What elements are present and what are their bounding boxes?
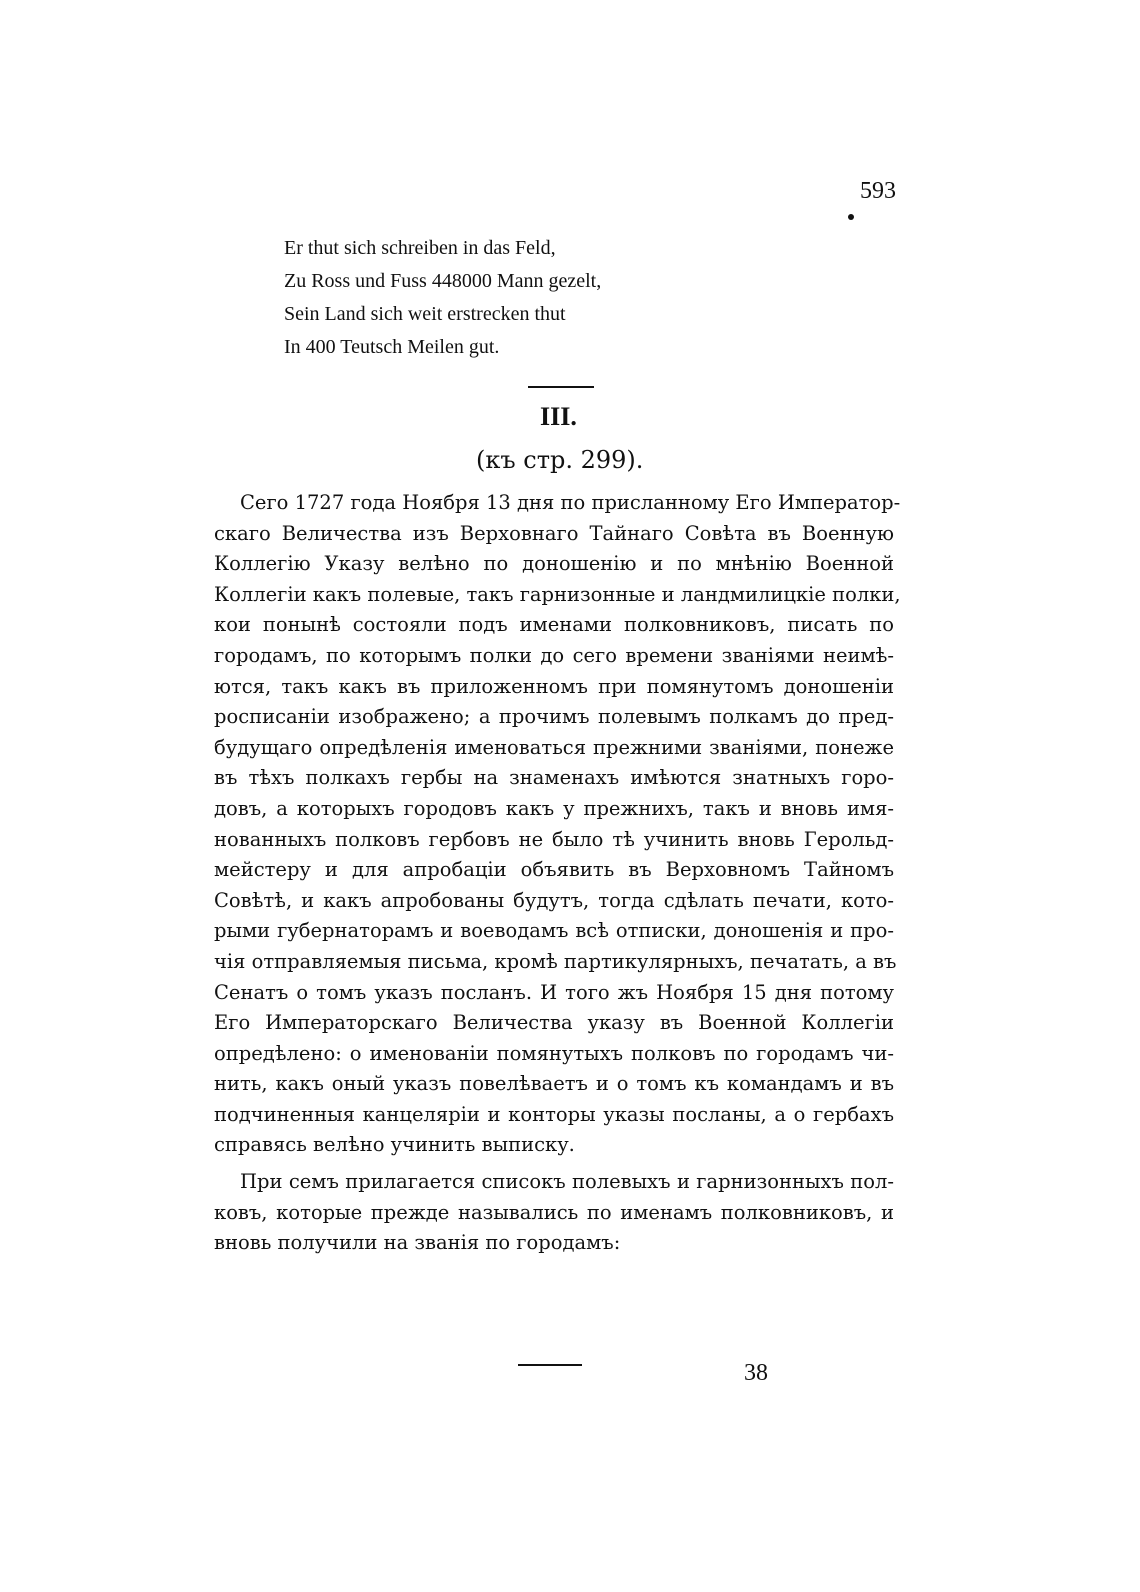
section-reference: (къ стр. 299). [476,446,644,474]
text-line: подчиненныя канцеляріи и конторы указы посланы, а о гербахъ [214,1102,894,1126]
printer-signature: 38 [744,1360,768,1386]
text-line: ковъ, которые прежде назывались по именамъ полковниковъ, и [214,1200,894,1224]
text-line: Сенатъ о томъ указъ посланъ. И того жъ Ноября 15 дня потому [214,980,894,1004]
text-line: рыми губернаторамъ и воеводамъ всѣ отписки, доношенія и про- [214,919,894,943]
section-divider [528,386,594,388]
page-number: 593 [860,178,896,204]
text-line: вновь получили на званія по городамъ: [214,1231,621,1255]
text-line: Его Императорскаго Величества указу въ Военной Коллегіи [214,1011,894,1035]
text-line: опредѣлено: о именованіи помянутыхъ полковъ по городамъ чи- [214,1041,894,1065]
text-line: мейстеру и для апробаціи объявить въ Верховномъ Тайномъ [214,858,894,882]
german-verse [284,232,784,364]
body-text [214,488,901,1259]
verse-line: In 400 Teutsch Meilen gut. [284,336,500,358]
paragraph-2 [214,1167,894,1259]
print-speck [848,214,854,220]
text-line: кои понынѣ состояли подъ именами полковниковъ, писать по [214,613,894,637]
text-line: нить, какъ оный указъ повелѣваетъ и о томъ къ командамъ и въ [214,1072,894,1096]
text-line: Совѣтѣ, и какъ апробованы будутъ, тогда сдѣлать печати, кото- [214,888,894,912]
text-line: Коллегіи какъ полевые, такъ гарнизонные и ландмилицкіе полки, [214,582,901,606]
paragraph-1 [214,488,901,1161]
text-line: Коллегію Указу велѣно по доношенію и по мнѣнію Военной [214,552,894,576]
text-line: довъ, а которыхъ городовъ какъ у прежнихъ, такъ и вновь имя- [214,796,894,820]
text-line: городамъ, по которымъ полки до сего времени званіями неимѣ- [214,643,894,667]
text-line: будущаго опредѣленія именоваться прежними званіями, понеже [214,735,894,759]
text-line: росписаніи изображено; а прочимъ полевымъ полкамъ до пред- [214,705,894,729]
text-line: справясь велѣно учинить выписку. [214,1133,575,1157]
text-line: въ тѣхъ полкахъ гербы на знаменахъ имѣются знатныхъ горо- [214,766,894,790]
verse-line: Sein Land sich weit erstrecken thut [284,303,566,325]
text-line: чія отправляемыя письма, кромѣ партикулярныхъ, печатать, а въ [214,949,897,973]
text-line: нованныхъ полковъ гербовъ не было тѣ учинить вновь Герольд- [214,827,894,851]
text-line: Сего 1727 года Ноября 13 дня по присланному Его Император- [240,491,901,514]
verse-line: Zu Ross und Fuss 448000 Mann gezelt, [284,270,602,292]
section-numeral: III. [540,402,577,431]
verse-line: Er thut sich schreiben in das Feld, [284,237,556,259]
text-line: ются, такъ какъ въ приложенномъ при помянутомъ доношеніи [214,674,894,698]
text-line: При семъ прилагается списокъ полевыхъ и гарнизонныхъ пол- [240,1170,894,1194]
text-line: скаго Величества изъ Верховнаго Тайнаго Совѣта въ Военную [214,521,894,545]
footer-rule [518,1364,582,1366]
